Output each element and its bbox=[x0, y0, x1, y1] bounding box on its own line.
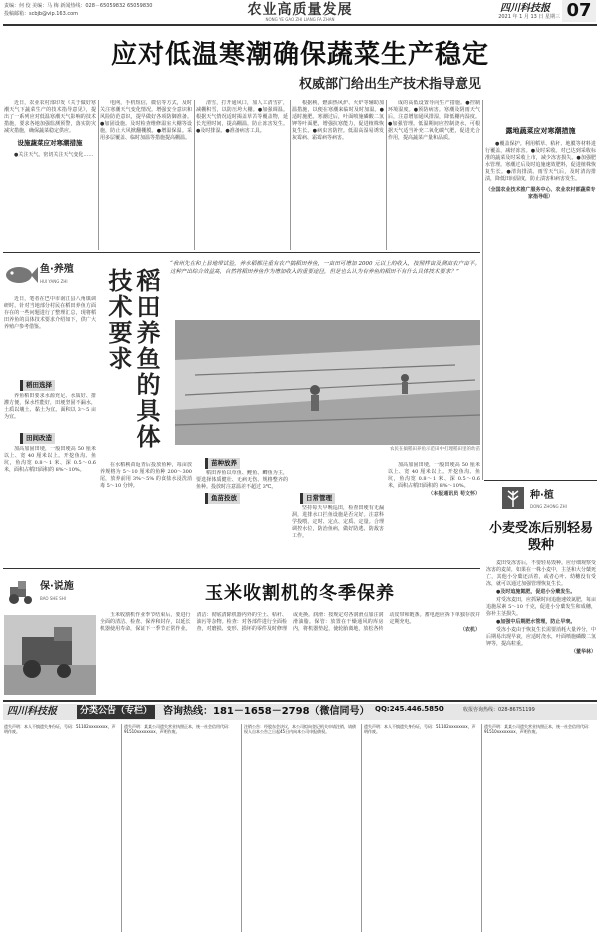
wheat-column-tag: 种·植 bbox=[530, 490, 554, 501]
fish-column-tag: 鱼·养殖 bbox=[40, 264, 74, 275]
fish-sec5-head: 日常管理 bbox=[300, 493, 335, 504]
corn-title: 玉米收割机的冬季保养 bbox=[205, 583, 395, 604]
corn-column-badge bbox=[6, 575, 96, 611]
rice-paddy-photo bbox=[175, 320, 480, 445]
fish-sec1-text: 养鱼稻田要求水源充足、水质好、排灌方便，保水性能好，田埂坚固不漏水，土质以壤土、黏土为宜。面积以 3～5 亩为宜。 bbox=[4, 393, 96, 420]
fish-sec4-head: 鱼苗投放 bbox=[205, 493, 240, 504]
lead-column-2 bbox=[100, 100, 192, 250]
lead-col1-subhead: 设施蔬菜应对寒潮措施 bbox=[17, 139, 83, 147]
harvester-photo bbox=[4, 615, 96, 695]
lead-column-4 bbox=[292, 100, 384, 250]
ads-label: 分类公告（专栏） bbox=[77, 705, 155, 719]
fish-byline: （本报通讯员 苟文怀） bbox=[428, 491, 480, 497]
fish-photo bbox=[175, 320, 480, 445]
lead-col2-text: 电网，手机短信，微信等方式，及时关注寒潮天气变化情况。增强安全意识和风险防范意识，提早做好各项防御准备。●加固设施。及时检查维修温室大棚等设施，防止大风掀翻棚膜。●增温保温。采用多层覆盖、临时加温等措施提高棚温。 bbox=[100, 100, 192, 141]
corn-photo bbox=[4, 615, 96, 695]
tractor-icon bbox=[6, 577, 36, 607]
fish-sec5-text: 坚持每天早晚巡田，检查田埂有无漏洞，进排水口拦鱼设施是否完好。注意科学投喂，定时、定点、定质、定量。合理调控水位，防治鱼病，做好防逃、防敌害工作。 bbox=[292, 505, 384, 539]
corn-column-pinyin: BAO SHE SHI bbox=[40, 596, 66, 601]
lead-column-5 bbox=[388, 100, 480, 250]
divider bbox=[386, 100, 387, 250]
fish-quote: “我州先在和上县地带试验，养水稻都注重有农户搞稻田养鱼，一亩田可增加 2000 元以上的收入，按照样亩及测亩农户亩平。这种产出综合效益高，自然将稻田养鱼作为增加收入的重要途径，但是也么认为有养鱼的稻田不有什么具体技术要求？” bbox=[170, 261, 480, 275]
fish-sec2b-text: 在水稻秧苗返青后投放鱼种，每亩放养规格为 5～10 厘米的鱼种 200～300 尾，放养前用 3%～5% 的食盐水浸洗消毒 5～10 分钟。 bbox=[100, 462, 192, 489]
ads-logo: 四川科技报 bbox=[7, 706, 57, 717]
wheat-head1: ●及时追施氮肥，促进小分蘖发生。 bbox=[496, 589, 576, 595]
lead-column-3 bbox=[196, 100, 288, 250]
ads-contact: 收报咨询热线：028-86751199 bbox=[463, 707, 535, 713]
fish-col-b bbox=[100, 462, 192, 566]
fish-sec2 bbox=[4, 446, 96, 566]
ads-notice-2: 遗失声明：某某公司遗失营业执照正本，统一社会信用代码：91510xxxxxxxx，声明作废。 bbox=[124, 724, 232, 735]
masthead-editor-line: 责编：何 佼 美编：马 梅 新闻热线：028－65059832 65059830 bbox=[4, 3, 153, 9]
section-title: 农业高质量发展 bbox=[247, 2, 353, 18]
fish-sec3-text: 稻田养鱼以草鱼、鲤鱼、鲫鱼为主，要选择体质健壮、无病无伤、规格整齐的鱼种。投放时注意温差不超过 3℃。 bbox=[196, 470, 288, 490]
fish-icon bbox=[4, 259, 38, 291]
wheat-lead: 麦田受冻害后，不要轻易毁种。应仔细观察受冻害的麦苗，如果在一株小麦中，主茎和大分蘖死亡，其他小分蘖还活着，或者心叶、幼穗没有受冻，就可以通过加强管理恢复生长。 bbox=[486, 560, 596, 587]
divider bbox=[361, 724, 362, 932]
ads-notice-1: 遗失声明：本人不慎遗失身份证，号码：51102xxxxxxxx，声明作废。 bbox=[4, 724, 116, 735]
corn-text: 玉米收割机作业季节结束后，要进行全面的清洁、检查、保养和封存，以延长机器使用寿命，保证下一季节正常作业。清洁：彻底清除机器内外的尘土、秸秆、油污等杂物。检查：对各部件进行全面检查，对磨损、变形、损坏的零件及时修理或更换。润滑：按规定对各润滑点加注润滑油脂。保管：放置在干燥通风的库房内，将机器垫起，使轮胎离地，放松各传动皮带和链条。蓄电池应拆下单独存放并定期充电。 bbox=[100, 612, 480, 632]
fish-photo-caption: 农民在搞稻田养鱼示范田中打理稻田里的幼苗 bbox=[390, 447, 480, 452]
lead-col6-subhead: 露地蔬菜应对寒潮措施 bbox=[505, 127, 576, 135]
lead-column-1 bbox=[4, 100, 96, 250]
wheat-byline: （董华林） bbox=[570, 649, 596, 655]
ads-hotline: 咨询热线：181－1658－2798（微信同号） bbox=[163, 706, 370, 717]
wheat-text1: 对受冻麦田，应抓紧时间追施速效氮肥，每亩追施尿素 5～10 千克，促进小分蘖发生和成穗，弥补主茎损失。 bbox=[486, 597, 596, 617]
fish-sec1 bbox=[4, 393, 96, 431]
lead-col6-text: ●覆盖保护。利用稻草、秸秆、地膜等材料进行覆盖，减轻冻害。●及时采收。对已达到采收标准的蔬菜及时采收上市，减少冻害损失。●加强肥水管理。寒潮过后及时追施速效肥料，促进植株恢复生长。●清沟排渍。雨雪天气后，及时清沟排渍，降低田间湿度，防止渍害和病害发生。 bbox=[485, 141, 596, 182]
lead-headline: 应对低温寒潮确保蔬菜生产稳定 bbox=[110, 40, 489, 70]
fish-column-pinyin: HUI YANG ZHI bbox=[40, 279, 68, 284]
fish-intro bbox=[4, 296, 96, 378]
wheat-text2: 受冻小麦由于恢复生长需要消耗大量养分，中后期易出现早衰，应适时浇水，叶面喷施磷酸二氢钾等，提高粒重。 bbox=[486, 627, 596, 647]
divider bbox=[98, 100, 99, 250]
divider bbox=[481, 724, 482, 932]
ads-qq: QQ:245.446.5850 bbox=[375, 705, 444, 713]
lead-col1-text: 近日，农业农村部印发《关于做好寒潮天气下蔬菜生产的技术指导意见》，提出了一系列应对低温寒潮天气影响的技术措施，要求各地加强监测预警，落实防灾减灾措施，确保蔬菜稳定供应。 bbox=[4, 100, 96, 134]
corn-body bbox=[100, 612, 480, 698]
wheat-column-pinyin: DONG ZHONG ZHI bbox=[530, 504, 567, 509]
lead-col3-text: 清雪，打开通风口，加人工清雪扩，减棚积雪，以防压垮大棚。●加强调温。根据天气情况适时揭盖草苫等覆盖物，延长光照时间，提高棚温，防止冻害发生。●及时排湿。●准备病害工具。 bbox=[196, 100, 288, 134]
fish-intro-text: 近日，笔者在巴中市南江县八角镇调研时，针对当地部分村民在稻田养鱼方面存在的一些问题进行了整理汇总，现将稻田养鱼的具体技术要求介绍如下，供广大养殖户参考借鉴。 bbox=[4, 296, 96, 330]
fish-sec5b-text: 加高加固田埂，一般田埂高 50 厘米以上、宽 40 厘米以上。开挖鱼沟、鱼坑，鱼沟宽 0.8～1 米、深 0.5～0.6 米，面积占稻田面积的 8%～10%。 bbox=[388, 462, 480, 489]
corn-column-tag: 保·说施 bbox=[40, 581, 74, 592]
divider bbox=[290, 100, 291, 250]
ads-top-rule bbox=[3, 700, 597, 702]
lead-col6-source: （全国农业技术推广服务中心、农业农村部蔬菜专家指导组） bbox=[485, 187, 596, 200]
lead-subheadline: 权威部门给出生产技术指导意见 bbox=[298, 77, 481, 92]
ads-notice-4: 遗失声明：本人不慎遗失身份证，号码：51102xxxxxxxx，声明作废。 bbox=[364, 724, 476, 735]
divider bbox=[194, 100, 195, 250]
wheat-icon bbox=[500, 485, 526, 511]
wheat-title: 小麦受冻后别轻易毁种 bbox=[488, 521, 593, 553]
lead-col5-text: 成的高低设置导向生产措施。●控制环境湿度。●预防病害。寒潮及阴雨天气后，注意增加通风排湿，降低棚内湿度。●加强管理。低温期间应控制浇水，可根据天气适当补充二氧化碳气肥，促进光合作用，提高蔬菜产量和品质。 bbox=[388, 100, 480, 141]
corn-byline: （农机） bbox=[459, 627, 480, 633]
fish-sec1-head: 稻田选择 bbox=[20, 380, 55, 391]
page-number: 07 bbox=[562, 0, 596, 22]
paper-logo: 四川科技报 bbox=[500, 3, 550, 14]
section-pinyin: NONG YE GAO ZHI LIANG FA ZHAN bbox=[265, 17, 335, 22]
ads-notice-3: 注销公告：经股东会决议，本公司拟向登记机关申请注销，请债权人自本公告之日起45日内向本公司申报债权。 bbox=[244, 724, 356, 735]
fish-sec2-text: 加高加固田埂，一般田埂高 50 厘米以上、宽 40 厘米以上。开挖鱼沟、鱼坑，鱼沟宽 0.8～1 米、深 0.5～0.6 米，面积占稻田面积的 8%～10%。 bbox=[4, 446, 96, 473]
masthead-email-line: 投稿邮箱：scbjb@vip.163.com bbox=[4, 11, 79, 17]
section-rule bbox=[3, 252, 480, 253]
issue-date: 2021 年 1 月 13 日 星期三 bbox=[498, 14, 560, 20]
fish-sec3-head: 苗种放养 bbox=[205, 458, 240, 469]
masthead-rule bbox=[3, 24, 597, 26]
divider bbox=[121, 724, 122, 932]
wheat-head2: ●加强中后期肥水管理，防止早衰。 bbox=[496, 619, 576, 625]
corn-top-rule bbox=[3, 568, 480, 569]
lead-col1-tail: ●关注天气。密切关注天气变化…… bbox=[14, 152, 94, 158]
fish-big-title: 稻田养鱼的具体技术要求 bbox=[104, 268, 161, 450]
divider bbox=[482, 100, 483, 480]
wheat-top-rule bbox=[484, 480, 597, 481]
ads-banner bbox=[3, 704, 597, 720]
fish-sec2-head: 田间改造 bbox=[20, 433, 55, 444]
lead-column-6 bbox=[485, 100, 596, 475]
divider bbox=[241, 724, 242, 932]
fish-col-e bbox=[388, 462, 480, 566]
fish-col-c bbox=[196, 470, 288, 566]
wheat-column-badge bbox=[500, 485, 590, 515]
fish-column-badge bbox=[4, 257, 96, 293]
lead-col4-text: 根据秧，燃油热风炉、火炉等辅助加温措施，以便在寒潮来临时及时加温。●适时施肥。寒潮过后，叶面喷施磷酸二氢钾等叶面肥，增强抗寒能力，促进植株恢复生长。●病虫害防控。低温高湿易诱发灰霉病、霜霉病等病害。 bbox=[292, 100, 384, 141]
ads-notice-5: 遗失声明：某某公司遗失营业执照正本，统一社会信用代码：91510xxxxxxxx，声明作废。 bbox=[484, 724, 592, 735]
fish-col-d bbox=[292, 505, 384, 565]
